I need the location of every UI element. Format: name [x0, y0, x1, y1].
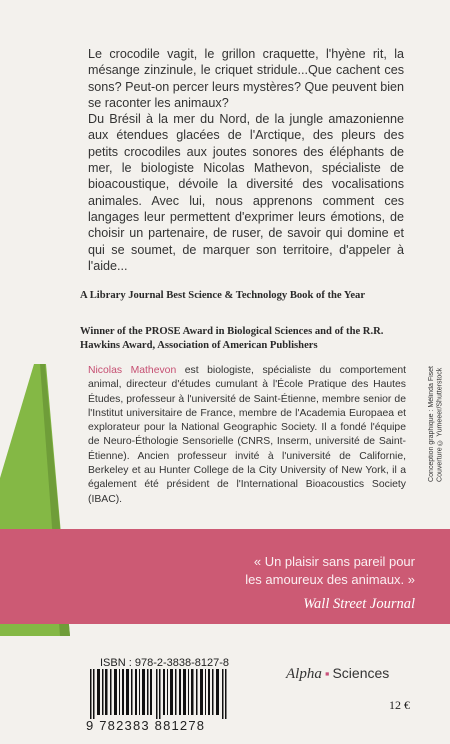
- publisher-logo: [286, 665, 389, 683]
- credit-cover-photo: Couverture © Yumeeer/Shutterstock: [436, 367, 444, 482]
- author-name: Nicolas Mathevon: [88, 365, 177, 376]
- author-biography: [88, 364, 406, 507]
- price: 12 €: [389, 698, 410, 712]
- author-bio-text: est biologiste, spécialiste du comportement animal, directeur d'études cumulant à l'École Pratique des Hautes Études, professeur à l'université de Saint-Étienne, membre senior de l'Institut universitaire de France, membre de l'Academia Europaea et explorateur pour la National Geographic Society. Il a fondé l'équipe de Neuro-Éthologie Sensorielle (CNRS, Inserm, université de Saint-Étienne). Ancien professeur invité à l'université de Californie, Berkeley et au Hunter College de la City University of New York, il a également été président de l'International Bioacoustics Society (IBAC).: [88, 365, 406, 505]
- quote-source: Wall Street Journal: [303, 596, 415, 612]
- award-library-journal: A Library Journal Best Science & Technology Book of the Year: [80, 290, 366, 301]
- intro-paragraph-2: Du Brésil à la mer du Nord, de la jungle amazonienne aux étendues glacées de l'Arctique, des pleurs des petits crocodiles aux joutes sonores des éléphants de mer, le biologiste Nicolas Mathevon, spécialiste de bioacoustique, dévoile la diversité des vocalisations animales. Avec lui, nous apprenons comment ces langages leur permettent d'exprimer leurs émotions, de choisir un partenaire, de ruser, de savoir qui domine et qui se soumet, de marquer son territoire, d'appeler à l'aide...: [88, 112, 404, 273]
- intro-paragraph-1: Le crocodile vagit, le grillon craquette, l'hyène rit, la mésange zinzinule, le criquet stridule...Que cachent ces sons? Peut-on percer leurs mystères? Que peuvent bien se raconter les animaux?: [88, 47, 404, 110]
- publisher-imprint: Sciences: [332, 665, 390, 681]
- award-prose: Winner of the PROSE Award in Biological Sciences and of the R.R. Hawkins Award, Association of American Publishers: [80, 326, 384, 351]
- barcode: [90, 669, 230, 719]
- back-cover-description: [88, 46, 404, 274]
- design-credits: [428, 366, 445, 482]
- isbn-label: ISBN : 978-2-3838-8127-8: [100, 657, 230, 669]
- publisher-brand: Alpha: [286, 666, 322, 682]
- credit-graphic-design: Conception graphique : Mélinda Fiset: [428, 366, 435, 482]
- press-quote: « Un plaisir sans pareil pour les amoureux des animaux. »: [245, 554, 415, 587]
- publisher-separator: ▪: [324, 666, 330, 681]
- barcode-digits: 9 782383 881278: [86, 718, 206, 733]
